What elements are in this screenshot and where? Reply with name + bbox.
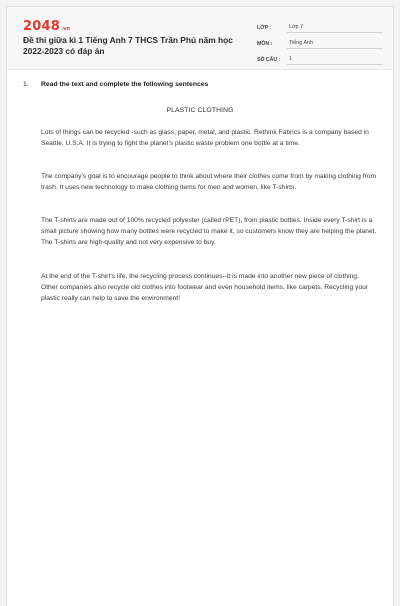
question-instruction: Read the text and complete the following sentences bbox=[41, 81, 209, 88]
site-logo[interactable] bbox=[23, 19, 70, 34]
subject-label: MÔN : bbox=[257, 41, 273, 47]
passage-paragraph-1: Lots of things can be recycled -such as glass, paper, metal, and plastic. Rethink Fabrics is a company based in Seattle, U.S.A. It is trying to fight the planet's plastic waste problem one bottle at a time. bbox=[41, 129, 369, 148]
document-meta bbox=[257, 19, 383, 67]
meta-count-row bbox=[257, 51, 383, 65]
question-count-label: SỐ CÂU : bbox=[257, 57, 281, 63]
logo-main-text: 2048 bbox=[23, 19, 60, 34]
grade-value: Lớp 7 bbox=[287, 24, 383, 33]
passage-title: PLASTIC CLOTHING bbox=[166, 107, 234, 114]
grade-label: LỚP : bbox=[257, 25, 272, 31]
question-count-value: 1 bbox=[287, 56, 383, 65]
passage-paragraph-2: The company's goal is to encourage people to think about where their clothes come from by making clothing from trash. It uses new technology to make clothing items for men and women, like T-shirts. bbox=[41, 173, 377, 192]
meta-subject-row bbox=[257, 35, 383, 49]
document-page bbox=[6, 6, 394, 606]
document-header bbox=[7, 7, 393, 70]
question-number: 1. bbox=[23, 81, 29, 88]
logo-tld-text: .vn bbox=[60, 26, 71, 32]
document-title: Đề thi giữa kì 1 Tiếng Anh 7 THCS Trần Phú năm học 2022-2023 có đáp án bbox=[23, 35, 233, 56]
question-heading bbox=[23, 81, 208, 88]
passage-paragraph-4: At the end of the T-shirt's life, the recycling process continues--it is made into another new piece of clothing. Other companies also recycle old clothes into footwear and even household items, like carpets. Recycling your plastic really can help to save the environment! bbox=[41, 273, 369, 303]
meta-grade-row bbox=[257, 19, 383, 33]
passage-paragraph-3: The T-shirts are made out of 100% recycled polyester (called rPET), from plastic bottles. Inside every T-shirt is a small picture showing how many bottles were recycled to make it, so customers know they are helping the planet. The T-shirts are high-quality and not very expensive to buy. bbox=[41, 217, 377, 247]
subject-value: Tiếng Anh bbox=[287, 40, 383, 49]
